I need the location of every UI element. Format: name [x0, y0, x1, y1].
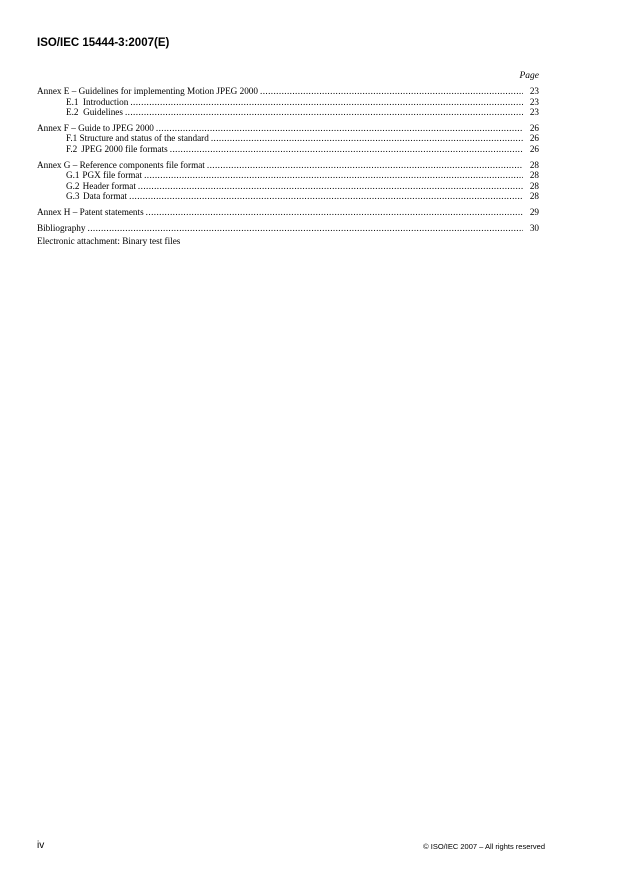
toc-entry-page: 28: [529, 191, 539, 202]
toc-entry-annex-g[interactable]: [37, 160, 539, 171]
page-number: iv: [37, 840, 45, 851]
toc-entry-page: 23: [529, 86, 539, 96]
toc-entry-number: G.3: [66, 191, 80, 202]
toc-entry-page: 30: [529, 222, 539, 233]
electronic-attachment-note: Electronic attachment: Binary test files: [37, 236, 181, 247]
leader-dots: [125, 107, 523, 118]
leader-dots: [129, 191, 523, 202]
toc-entry-e1[interactable]: [37, 97, 539, 108]
leader-dots: [138, 181, 523, 192]
leader-dots: [88, 223, 524, 234]
toc-entry-number: E.1: [66, 96, 79, 107]
toc-entry-title: PGX file format: [82, 170, 143, 181]
toc-entry-page: 28: [529, 159, 539, 170]
leader-dots: [144, 170, 523, 181]
leader-dots: [207, 160, 523, 171]
toc-entry-number: F.1: [66, 133, 78, 144]
document-header: ISO/IEC 15444-3:2007(E): [37, 37, 170, 49]
leader-dots: [146, 207, 523, 218]
toc-entry-f2[interactable]: [37, 144, 539, 155]
toc-entry-page: 26: [529, 122, 539, 133]
toc-entry-title: Data format: [82, 191, 128, 202]
toc-entry-annex-f[interactable]: [37, 123, 539, 134]
copyright-notice: © ISO/IEC 2007 – All rights reserved: [423, 842, 545, 851]
toc-entry-g2[interactable]: [37, 181, 539, 192]
toc-entry-number: F.2: [66, 143, 78, 154]
toc-entry-title: Annex H – Patent statements: [37, 206, 144, 217]
toc-entry-annex-h[interactable]: [37, 207, 539, 218]
toc-entry-title: Guidelines: [83, 107, 123, 118]
toc-entry-number: G.1: [66, 170, 80, 181]
leader-dots: [170, 144, 523, 155]
toc-entry-page: 23: [529, 96, 539, 107]
toc-entry-page: 29: [529, 206, 539, 217]
toc-entry-title: Introduction: [82, 96, 129, 107]
toc-entry-title: Bibliography: [37, 222, 86, 233]
toc-entry-number: G.2: [66, 180, 80, 191]
toc-entry-e2[interactable]: [37, 107, 539, 118]
toc-entry-number: E.2: [66, 107, 79, 118]
toc-entry-title: Header format: [82, 180, 136, 191]
leader-dots: [130, 97, 523, 108]
toc-entry-page: 28: [529, 180, 539, 191]
toc-entry-title: Structure and status of the standard: [79, 133, 209, 144]
toc-entry-title: Annex G – Reference components file format: [37, 159, 205, 170]
toc-entry-bibliography[interactable]: [37, 223, 539, 234]
toc-entry-title: JPEG 2000 file formats: [81, 143, 168, 154]
table-of-contents: [37, 86, 539, 247]
toc-entry-annex-e[interactable]: [37, 86, 539, 97]
toc-entry-g3[interactable]: [37, 191, 539, 202]
toc-entry-page: 26: [529, 143, 539, 154]
leader-dots: [156, 123, 523, 134]
toc-entry-page: 23: [529, 107, 539, 118]
toc-entry-title: Annex E – Guidelines for implementing Motion JPEG 2000: [37, 86, 258, 96]
leader-dots: [211, 133, 523, 144]
leader-dots: [260, 86, 523, 97]
toc-entry-g1[interactable]: [37, 170, 539, 181]
toc-entry-f1[interactable]: [37, 133, 539, 144]
page-column-label: Page: [519, 71, 539, 81]
toc-entry-page: 28: [529, 170, 539, 181]
toc-entry-page: 26: [529, 133, 539, 144]
toc-entry-title: Annex F – Guide to JPEG 2000: [37, 122, 154, 133]
